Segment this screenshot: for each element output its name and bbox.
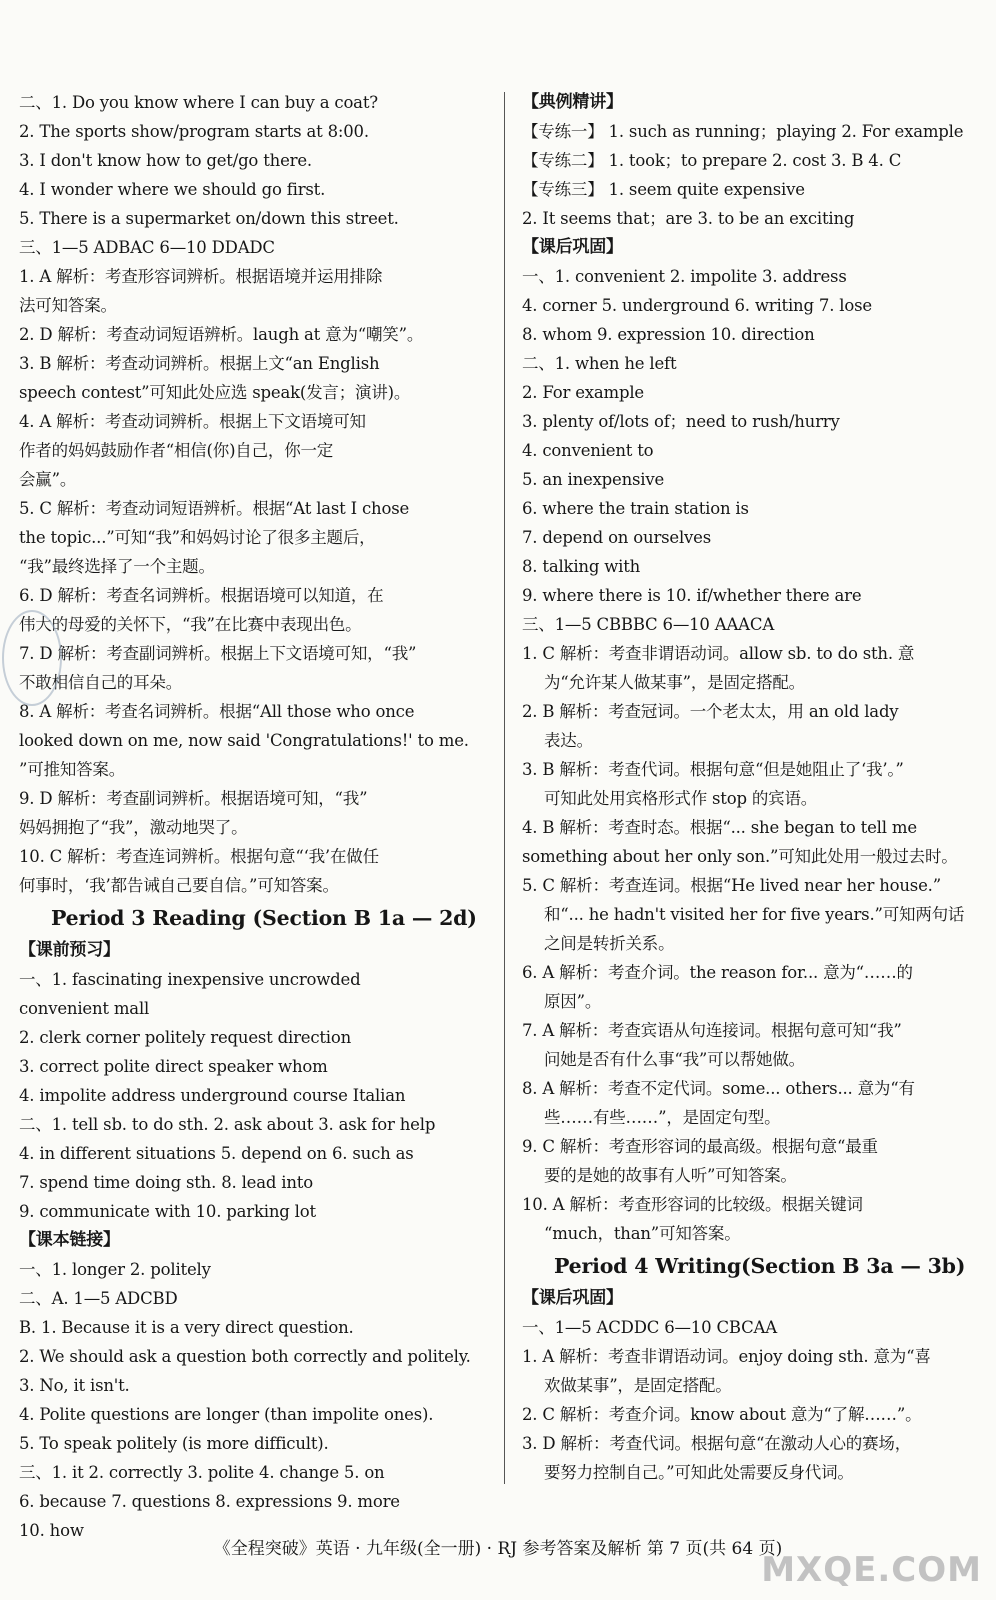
left-answer-line: 4. impolite address underground course Italian: [19, 1086, 406, 1105]
right-answer-line: 6. where the train station is: [522, 499, 749, 518]
right-answer-line: 9. where there is 10. if/whether there are: [522, 586, 862, 605]
right-answer-line: something about her only son.”可知此处用一般过去时。: [522, 847, 958, 866]
left-answer-line: 7. D 解析：考查副词辨析。根据上下文语境可知，“我”: [19, 644, 417, 663]
left-answer-line: 法可知答案。: [19, 296, 117, 315]
left-answer-line: 三、1. it 2. correctly 3. polite 4. change 5. on: [19, 1463, 385, 1482]
left-answer-line: 6. D 解析：考查名词辨析。根据语境可以知道，在: [19, 586, 384, 605]
column-divider: [504, 92, 505, 1484]
left-answer-line: 三、1—5 ADBAC 6—10 DDADC: [19, 238, 275, 257]
right-answer-line: 【专练三】 1. seem quite expensive: [522, 180, 805, 199]
right-answer-line: 7. depend on ourselves: [522, 528, 711, 547]
left-answer-line: 8. A 解析：考查名词辨析。根据“All those who once: [19, 702, 415, 721]
right-answer-line: 2. B 解析：考查冠词。一个老太太，用 an old lady: [522, 702, 899, 721]
right-answer-line: 为“允许某人做某事”，是固定搭配。: [544, 673, 805, 692]
page-footer: 《全程突破》英语 · 九年级(全一册) · RJ 参考答案及解析 第 7 页(共 64 页): [213, 1539, 783, 1559]
right-answer-line: 8. talking with: [522, 557, 641, 576]
right-answer-line: 2. For example: [522, 383, 644, 402]
right-answer-line: 2. It seems that；are 3. to be an exciting: [522, 209, 855, 228]
right-answer-line: 5. C 解析：考查连词。根据“He lived near her house.”: [522, 876, 941, 895]
left-answer-line: 10. C 解析：考查连词辨析。根据句意“‘我’在做任: [19, 847, 379, 866]
period-title: Period 4 Writing(Section B 3a — 3b): [554, 1254, 966, 1278]
right-answer-line: 4. corner 5. underground 6. writing 7. lose: [522, 296, 872, 315]
right-answer-line: 问她是否有什么事“我”可以帮她做。: [544, 1050, 805, 1069]
left-answer-line: 2. clerk corner politely request direction: [19, 1028, 352, 1047]
right-answer-line: 要的是她的故事有人听”可知答案。: [544, 1166, 797, 1185]
right-answer-line: 4. convenient to: [522, 441, 654, 460]
period-title: Period 3 Reading (Section B 1a — 2d): [51, 906, 477, 930]
left-answer-line: speech contest”可知此处应选 speak(发言；演讲)。: [19, 383, 411, 402]
left-answer-line: 作者的妈妈鼓励作者“相信(你)自己，你一定: [19, 441, 334, 460]
right-column: [522, 88, 982, 1487]
right-answer-line: 3. D 解析：考查代词。根据句意“在激动人心的赛场，: [522, 1434, 911, 1453]
right-answer-line: 3. B 解析：考查代词。根据句意“但是她阻止了‘我’。”: [522, 760, 904, 779]
left-answer-line: 一、1. longer 2. politely: [19, 1260, 211, 1279]
left-answer-line: 4. Polite questions are longer (than impolite ones).: [19, 1405, 434, 1424]
left-answer-line: 2. D 解析：考查动词短语辨析。laugh at 意为“嘲笑”。: [19, 325, 424, 344]
left-answer-line: convenient mall: [19, 999, 150, 1018]
left-answer-line: 二、1. tell sb. to do sth. 2. ask about 3. ask for help: [19, 1115, 436, 1134]
left-answer-line: 4. in different situations 5. depend on 6. such as: [19, 1144, 414, 1163]
right-answer-line: 5. an inexpensive: [522, 470, 665, 489]
left-answer-line: 4. A 解析：考查动词辨析。根据上下文语境可知: [19, 412, 366, 431]
left-answer-line: 4. I wonder where we should go first.: [19, 180, 326, 199]
left-answer-line: 2. We should ask a question both correctly and politely.: [19, 1347, 471, 1366]
right-answer-line: 些……有些……”，是固定句型。: [544, 1108, 781, 1127]
left-answer-line: 3. correct polite direct speaker whom: [19, 1057, 328, 1076]
left-answer-line: B. 1. Because it is a very direct question.: [19, 1318, 354, 1337]
left-answer-line: ”可推知答案。: [19, 760, 126, 779]
right-answer-line: 一、1. convenient 2. impolite 3. address: [522, 267, 847, 286]
library-stamp: [2, 610, 62, 706]
left-answer-line: 10. how: [19, 1521, 84, 1540]
left-answer-line: 9. D 解析：考查副词辨析。根据语境可知，“我”: [19, 789, 368, 808]
right-answer-line: 8. A 解析：考查不定代词。some... others... 意为“有: [522, 1079, 915, 1098]
left-answer-line: 妈妈拥抱了“我”，激动地哭了。: [19, 818, 248, 837]
right-answer-line: 【专练二】 1. took；to prepare 2. cost 3. B 4. C: [522, 151, 902, 170]
right-answer-line: 【专练一】 1. such as running；playing 2. For example: [522, 122, 964, 141]
right-answer-line: 欢做某事”，是固定搭配。: [544, 1376, 732, 1395]
right-answer-line: 1. C 解析：考查非谓语动词。allow sb. to do sth. 意: [522, 644, 915, 663]
left-answer-line: 二、A. 1—5 ADCBD: [19, 1289, 178, 1308]
right-answer-line: 要努力控制自己。”可知此处需要反身代词。: [544, 1463, 854, 1482]
right-answer-line: 三、1—5 CBBBC 6—10 AAACA: [522, 615, 775, 634]
right-answer-line: 表达。: [544, 731, 593, 750]
right-answer-line: 之间是转折关系。: [544, 934, 675, 953]
right-answer-line: 二、1. when he left: [522, 354, 677, 373]
right-answer-line: 7. A 解析：考查宾语从句连接词。根据句意可知“我”: [522, 1021, 902, 1040]
left-answer-line: 一、1. fascinating inexpensive uncrowded: [19, 970, 361, 989]
watermark-logo: MXQE.COM: [761, 1550, 982, 1590]
right-answer-line: 6. A 解析：考查介词。the reason for... 意为“……的: [522, 963, 913, 982]
right-answer-line: “much，than”可知答案。: [544, 1224, 741, 1243]
left-answer-line: 伟大的母爱的关怀下，“我”在比赛中表现出色。: [19, 615, 362, 634]
left-answer-line: 2. The sports show/program starts at 8:00.: [19, 122, 369, 141]
left-answer-line: looked down on me, now said 'Congratulations!' to me.: [19, 731, 469, 750]
right-answer-line: 4. B 解析：考查时态。根据“... she began to tell me: [522, 818, 917, 837]
section-header: 【课本链接】: [19, 1230, 120, 1250]
left-answer-line: 5. To speak politely (is more difficult).: [19, 1434, 329, 1453]
right-answer-line: 3. plenty of/lots of；need to rush/hurry: [522, 412, 840, 431]
left-answer-line: 9. communicate with 10. parking lot: [19, 1202, 316, 1221]
right-answer-line: 8. whom 9. expression 10. direction: [522, 325, 815, 344]
left-answer-line: 3. No, it isn't.: [19, 1376, 130, 1395]
left-answer-line: 1. A 解析：考查形容词辨析。根据语境并运用排除: [19, 267, 383, 286]
left-column: [19, 88, 489, 1545]
right-answer-line: 9. C 解析：考查形容词的最高级。根据句意“最重: [522, 1137, 878, 1156]
left-answer-line: 5. There is a supermarket on/down this street.: [19, 209, 399, 228]
left-answer-line: 会赢”。: [19, 470, 77, 489]
right-answer-line: 一、1—5 ACDDC 6—10 CBCAA: [522, 1318, 777, 1337]
right-answer-line: 和“... he hadn't visited her for five years.”可知两句话: [544, 905, 965, 924]
left-answer-line: 二、1. Do you know where I can buy a coat?: [19, 93, 378, 112]
left-answer-line: 3. I don't know how to get/go there.: [19, 151, 312, 170]
left-answer-line: 6. because 7. questions 8. expressions 9. more: [19, 1492, 400, 1511]
left-answer-line: 不敢相信自己的耳朵。: [19, 673, 183, 692]
left-answer-line: 何事时，‘我’都告诫自己要自信。”可知答案。: [19, 876, 339, 895]
section-header: 【课前预习】: [19, 940, 120, 960]
section-header: 【课后巩固】: [522, 237, 623, 257]
right-answer-line: 原因”。: [544, 992, 602, 1011]
section-header: 【典例精讲】: [522, 92, 623, 112]
right-answer-line: 可知此处用宾格形式作 stop 的宾语。: [544, 789, 818, 808]
left-answer-line: “我”最终选择了一个主题。: [19, 557, 215, 576]
left-answer-line: the topic...”可知“我”和妈妈讨论了很多主题后，: [19, 528, 376, 547]
left-answer-line: 3. B 解析：考查动词辨析。根据上文“an English: [19, 354, 380, 373]
left-answer-line: 5. C 解析：考查动词短语辨析。根据“At last I chose: [19, 499, 410, 518]
right-answer-line: 10. A 解析：考查形容词的比较级。根据关键词: [522, 1195, 863, 1214]
right-answer-line: 1. A 解析：考查非谓语动词。enjoy doing sth. 意为“喜: [522, 1347, 931, 1366]
left-answer-line: 7. spend time doing sth. 8. lead into: [19, 1173, 313, 1192]
section-header: 【课后巩固】: [522, 1288, 623, 1308]
right-answer-line: 2. C 解析：考查介词。know about 意为“了解……”。: [522, 1405, 922, 1424]
